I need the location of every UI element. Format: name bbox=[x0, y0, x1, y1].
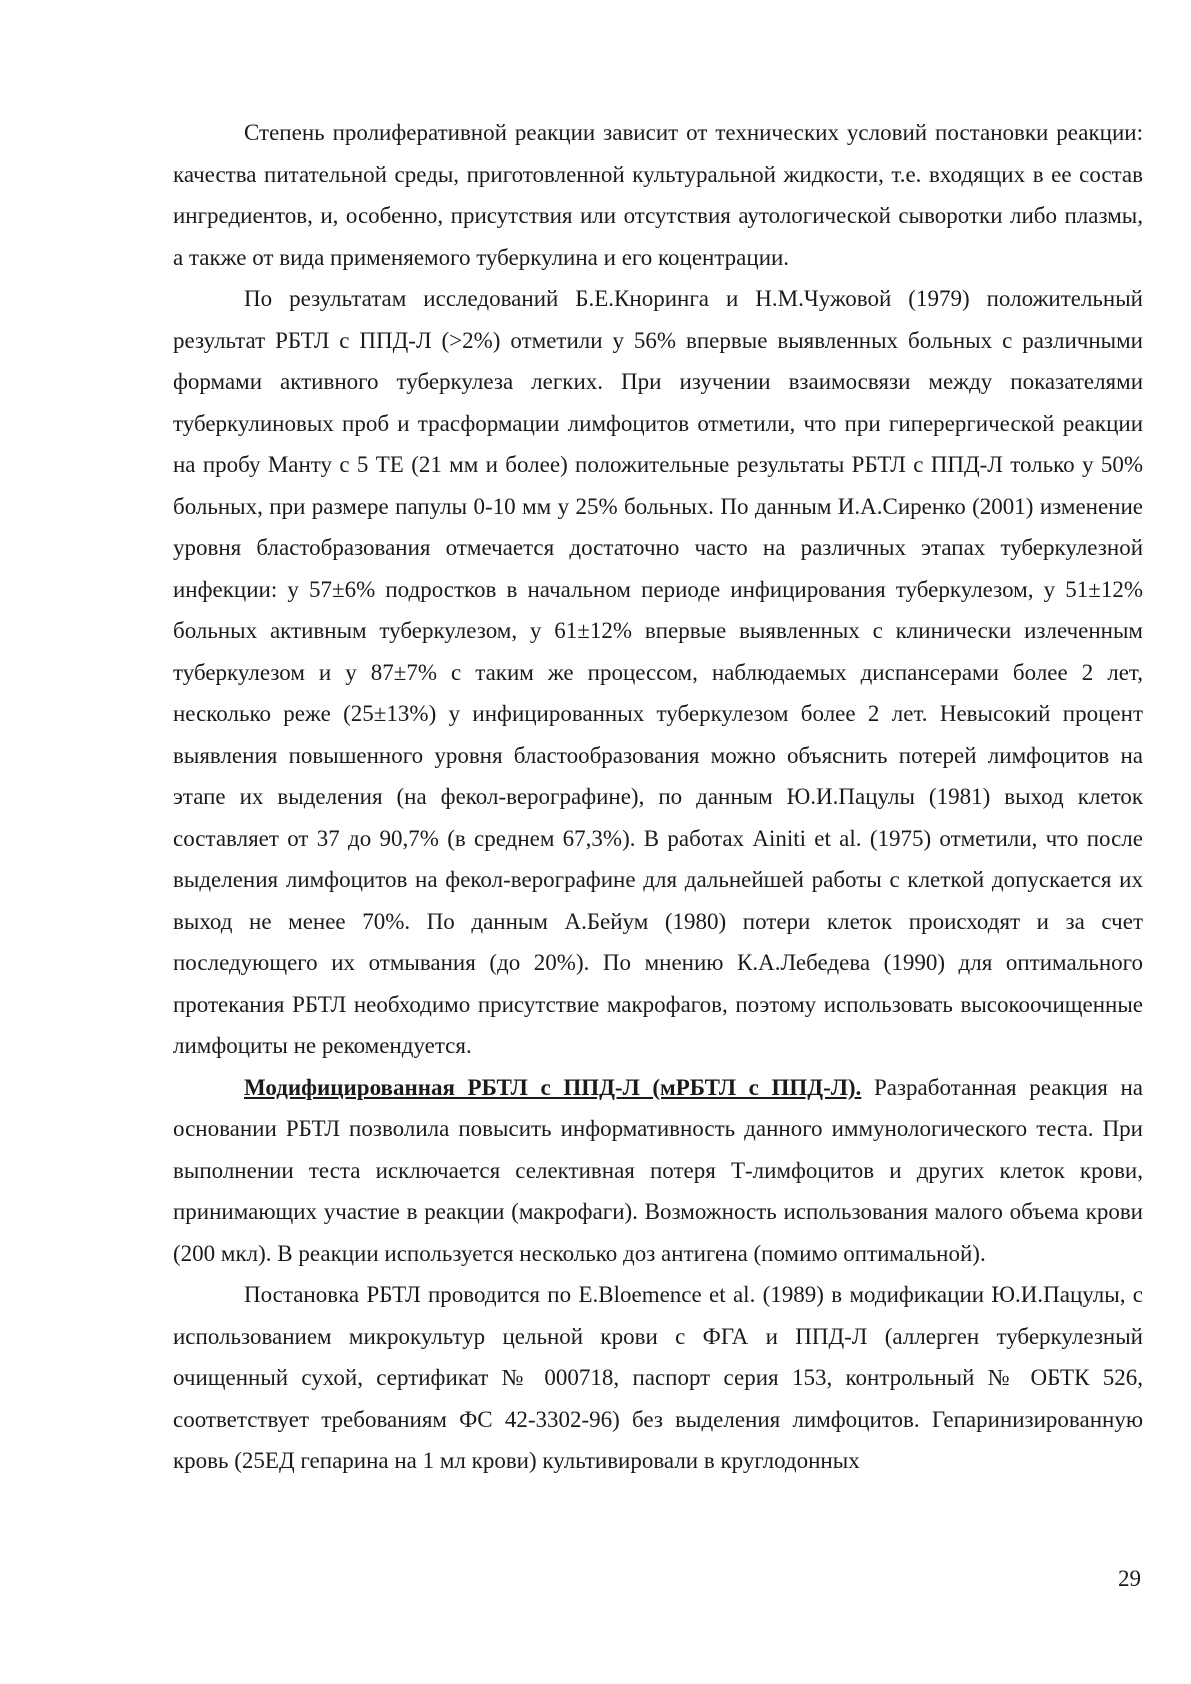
paragraph-proliferative-reaction: Степень пролиферативной реакции зависит от технических условий постановки реакции: качества питательной среды, приготовленной культуральной жидкости, т.е. входящих в ее состав ингредиентов, и, особенно, присутствия или отсутствия аутологической сыворотки либо плазмы, а также от вида применяемого туберкулина и его коцентрации. bbox=[173, 120, 1143, 270]
paragraph-modified-rbtl bbox=[173, 1067, 1143, 1275]
section-heading-modified-rbtl: Модифицированная РБТЛ с ППД-Л (мРБТЛ с ППД-Л). bbox=[244, 1074, 862, 1100]
paragraph-rbtl-procedure: Постановка РБТЛ проводится по E.Bloemence et al. (1989) в модификации Ю.И.Пацулы, с использованием микрокультур цельной крови с ФГА и ППД-Л (аллерген туберкулезный очищенный сухой, сертификат № 000718, паспорт серия 153, контрольный № ОБТК 526, соответствует требованиям ФС 42-3302-96) без выделения лимфоцитов. Гепаринизированную кровь (25ЕД гепарина на 1 мл крови) культивировали в круглодонных bbox=[173, 1282, 1143, 1473]
paragraph-research-results: По результатам исследований Б.Е.Кноринга и Н.М.Чужовой (1979) положительный результат РБТЛ с ППД-Л (>2%) отметили у 56% впервые выявленных больных с различными формами активного туберкулеза легких. При изучении взаимосвязи между показателями туберкулиновых проб и трасформации лимфоцитов отметили, что при гиперергической реакции на пробу Манту с 5 ТЕ (21 мм и более) положительные результаты РБТЛ с ППД-Л только у 50% больных, при размере папулы 0-10 мм у 25% больных. По данным И.А.Сиренко (2001) изменение уровня бластобразования отмечается достаточно часто на различных этапах туберкулезной инфекции: у 57±6% подростков в начальном периоде инфицирования туберкулезом, у 51±12% больных активным туберкулезом, у 61±12% впервые выявленных с клинически излеченным туберкулезом и у 87±7% с таким же процессом, наблюдаемых диспансерами более 2 лет, несколько реже (25±13%) у инфицированных туберкулезом более 2 лет. Невысокий процент выявления повышенного уровня бластообразования можно объяснить потерей лимфоцитов на этапе их выделения (на фекол-верографине), по данным Ю.И.Пацулы (1981) выход клеток составляет от 37 до 90,7% (в среднем 67,3%). В работах Ainiti et al. (1975) отметили, что после выделения лимфоцитов на фекол-верографине для дальнейшей работы с клеткой допускается их выход не менее 70%. По данным А.Бейум (1980) потери клеток происходят и за счет последующего их отмывания (до 20%). По мнению К.А.Лебедева (1990) для оптимального протекания РБТЛ необходимо присутствие макрофагов, поэтому использовать высокоочищенные лимфоциты не рекомендуется. bbox=[173, 286, 1143, 1058]
page-number: 29 bbox=[1118, 1566, 1141, 1591]
paragraph-modified-rbtl-text: Разработанная реакция на основании РБТЛ позволила повысить информативность данного иммунологического теста. При выполнении теста исключается селективная потеря Т-лимфоцитов и других клеток крови, принимающих участие в реакции (макрофаги). Возможность использования малого объема крови (200 мкл). В реакции используется несколько доз антигена (помимо оптимальной). bbox=[173, 1074, 1143, 1266]
page-body bbox=[173, 112, 1143, 1482]
